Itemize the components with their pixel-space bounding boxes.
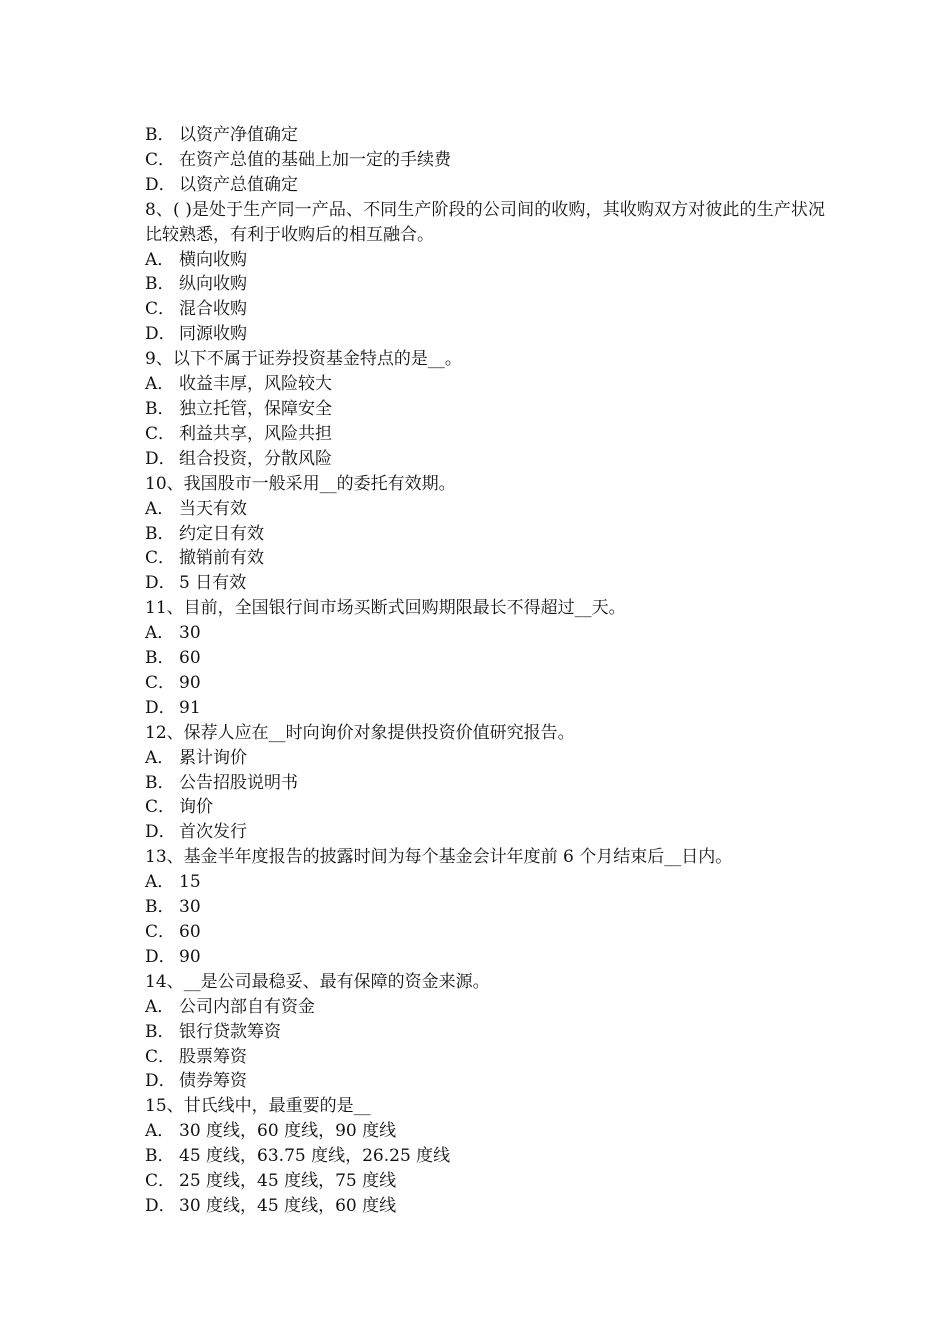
option-text: 30	[179, 897, 201, 918]
answer-option	[145, 297, 825, 322]
option-letter: D．	[145, 448, 176, 469]
option-text: 公司内部自有资金	[179, 996, 315, 1017]
option-letter: A．	[145, 872, 175, 893]
option-text: 股票筹资	[179, 1046, 247, 1067]
answer-option	[145, 895, 825, 920]
option-text: 60	[179, 648, 201, 669]
answer-option	[145, 571, 825, 596]
option-letter: C．	[145, 149, 176, 170]
option-letter: D．	[145, 1195, 176, 1216]
option-text: 90	[179, 946, 201, 967]
option-text: 45 度线，63.75 度线，26.25 度线	[179, 1146, 451, 1167]
option-text: 91	[179, 697, 201, 718]
answer-option	[145, 1020, 825, 1045]
option-letter: C．	[145, 1171, 176, 1192]
option-text: 纵向收购	[179, 274, 247, 295]
option-text: 5 日有效	[179, 573, 247, 594]
question-text: 9、以下不属于证券投资基金特点的是__。	[145, 349, 462, 370]
answer-option	[145, 447, 825, 472]
answer-option	[145, 173, 825, 198]
option-text: 利益共享，风险共担	[179, 423, 332, 444]
answer-option	[145, 771, 825, 796]
option-letter: D．	[145, 324, 176, 345]
option-letter: A．	[145, 374, 175, 395]
option-text: 60	[179, 922, 201, 942]
option-text: 组合投资，分散风险	[179, 448, 332, 469]
option-letter: C．	[145, 299, 176, 320]
answer-option	[145, 696, 825, 721]
question-text: 12、保荐人应在__时向询价对象提供投资价值研究报告。	[145, 722, 575, 743]
option-letter: B．	[145, 1146, 175, 1167]
option-text: 询价	[179, 797, 213, 818]
answer-option	[145, 1169, 825, 1194]
option-letter: D．	[145, 573, 176, 594]
answer-option	[145, 621, 825, 646]
answer-option	[145, 795, 825, 820]
option-letter: A．	[145, 623, 175, 644]
option-letter: B．	[145, 398, 175, 419]
option-letter: C．	[145, 423, 176, 444]
answer-option	[145, 646, 825, 671]
answer-option	[145, 546, 825, 571]
option-text: 以资产净值确定	[179, 125, 298, 145]
option-letter: B．	[145, 274, 175, 295]
answer-option	[145, 148, 825, 173]
answer-option	[145, 920, 825, 945]
option-text: 90	[179, 672, 201, 693]
option-text: 30 度线，45 度线，60 度线	[179, 1195, 397, 1216]
option-text: 债券筹资	[179, 1071, 247, 1092]
question-text: 14、__是公司最稳妥、最有保障的资金来源。	[145, 971, 490, 992]
option-letter: B．	[145, 1021, 175, 1042]
answer-option	[145, 322, 825, 347]
answer-option	[145, 248, 825, 273]
answer-option	[145, 1144, 825, 1169]
option-letter: D．	[145, 946, 176, 967]
answer-option	[145, 1194, 825, 1219]
option-letter: A．	[145, 498, 175, 519]
option-letter: A．	[145, 996, 175, 1017]
option-letter: D．	[145, 174, 176, 195]
option-letter: D．	[145, 822, 176, 843]
option-text: 公告招股说明书	[179, 772, 298, 793]
option-text: 累计询价	[179, 747, 247, 768]
option-letter: C．	[145, 797, 176, 818]
option-letter: D．	[145, 697, 176, 718]
answer-option	[145, 123, 825, 148]
document-body	[145, 123, 825, 1219]
option-letter: A．	[145, 747, 175, 768]
option-letter: A．	[145, 1121, 175, 1142]
option-letter: C．	[145, 1046, 176, 1067]
option-letter: B．	[145, 772, 175, 793]
option-text: 混合收购	[179, 299, 247, 320]
option-letter: B．	[145, 125, 175, 145]
answer-option	[145, 1119, 825, 1144]
answer-option	[145, 1069, 825, 1094]
option-text: 横向收购	[179, 249, 247, 270]
option-text: 以资产总值确定	[179, 174, 298, 195]
option-text: 撤销前有效	[179, 548, 264, 569]
option-letter: C．	[145, 548, 176, 569]
option-text: 30 度线，60 度线，90 度线	[179, 1121, 397, 1142]
option-letter: D．	[145, 1071, 176, 1092]
option-letter: A．	[145, 249, 175, 270]
option-text: 30	[179, 623, 201, 644]
answer-option	[145, 945, 825, 970]
option-text: 银行贷款筹资	[179, 1021, 281, 1042]
question-text: 10、我国股市一般采用__的委托有效期。	[145, 473, 456, 494]
answer-option	[145, 522, 825, 547]
answer-option	[145, 746, 825, 771]
option-text: 在资产总值的基础上加一定的手续费	[179, 149, 451, 170]
answer-option	[145, 372, 825, 397]
option-text: 约定日有效	[179, 523, 264, 544]
option-text: 25 度线，45 度线，75 度线	[179, 1171, 397, 1192]
answer-option	[145, 272, 825, 297]
option-text: 首次发行	[179, 822, 247, 843]
option-text: 同源收购	[179, 324, 247, 345]
option-letter: C．	[145, 922, 176, 942]
option-letter: B．	[145, 648, 175, 669]
answer-option	[145, 397, 825, 422]
answer-option	[145, 497, 825, 522]
option-letter: C．	[145, 672, 176, 693]
question-text: 8、( )是处于生产同一产品、不同生产阶段的公司间的收购，其收购双方对彼此的生产状况比较熟悉，有利于收购后的相互融合。	[145, 199, 825, 245]
question-text: 13、基金半年度报告的披露时间为每个基金会计年度前 6 个月结束后__日内。	[145, 847, 733, 868]
question-text: 15、甘氏线中，最重要的是__	[145, 1096, 371, 1117]
option-letter: B．	[145, 523, 175, 544]
answer-option	[145, 422, 825, 447]
option-letter: B．	[145, 897, 175, 918]
answer-option	[145, 995, 825, 1020]
option-text: 15	[179, 872, 201, 893]
question-text: 11、目前，全国银行间市场买断式回购期限最长不得超过__天。	[145, 598, 626, 619]
option-text: 当天有效	[179, 498, 247, 519]
answer-option	[145, 1045, 825, 1070]
option-text: 独立托管，保障安全	[179, 398, 332, 419]
answer-option	[145, 870, 825, 895]
answer-option	[145, 671, 825, 696]
option-text: 收益丰厚，风险较大	[179, 374, 332, 395]
answer-option	[145, 820, 825, 845]
